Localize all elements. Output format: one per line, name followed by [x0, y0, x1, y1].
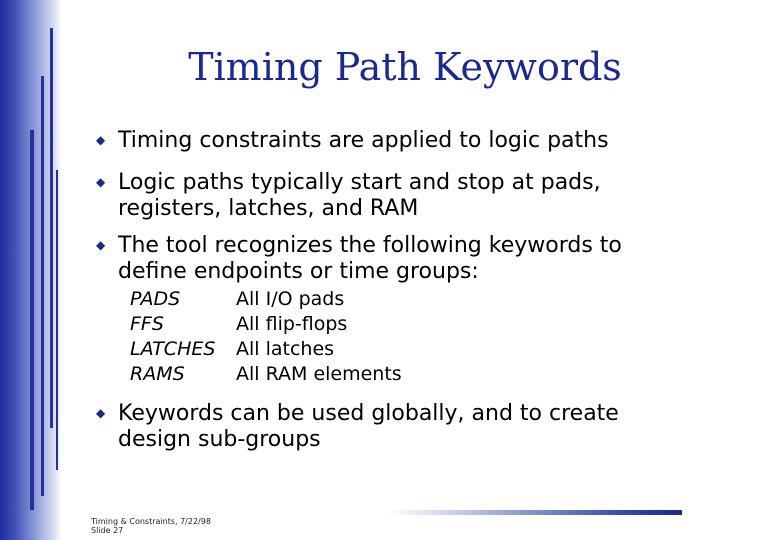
bullet-text: Timing constraints are applied to logic paths — [118, 128, 609, 153]
bullet-icon: ◆ — [96, 238, 106, 252]
bullet-text: The tool recognizes the following keywords to define endpoints or time groups: — [118, 233, 622, 284]
keyword-description: All flip-flops — [236, 313, 348, 335]
bullet-text: Logic paths typically start and stop at pads, registers, latches, and RAM — [118, 170, 601, 221]
keyword-label: FFS — [130, 313, 164, 335]
bullet-text: Keywords can be used globally, and to create design sub-groups — [118, 401, 619, 452]
keyword-label: LATCHES — [130, 338, 216, 360]
keyword-label: RAMS — [130, 363, 185, 385]
slide-title: Timing Path Keywords — [188, 45, 622, 89]
bullet-icon: ◆ — [96, 406, 106, 420]
footer-gradient-bar — [388, 510, 682, 515]
decorative-line — [50, 28, 53, 428]
decorative-line — [41, 76, 44, 496]
keyword-description: All I/O pads — [236, 288, 345, 310]
keyword-description: All RAM elements — [236, 363, 402, 385]
decorative-line — [56, 170, 58, 470]
keyword-description: All latches — [236, 338, 335, 360]
slide-footer: Timing & Constraints, 7/22/98 Slide 27 — [91, 517, 211, 535]
keyword-label: PADS — [130, 288, 181, 310]
bullet-icon: ◆ — [96, 133, 106, 147]
decorative-line — [30, 130, 34, 510]
bullet-icon: ◆ — [96, 175, 106, 189]
